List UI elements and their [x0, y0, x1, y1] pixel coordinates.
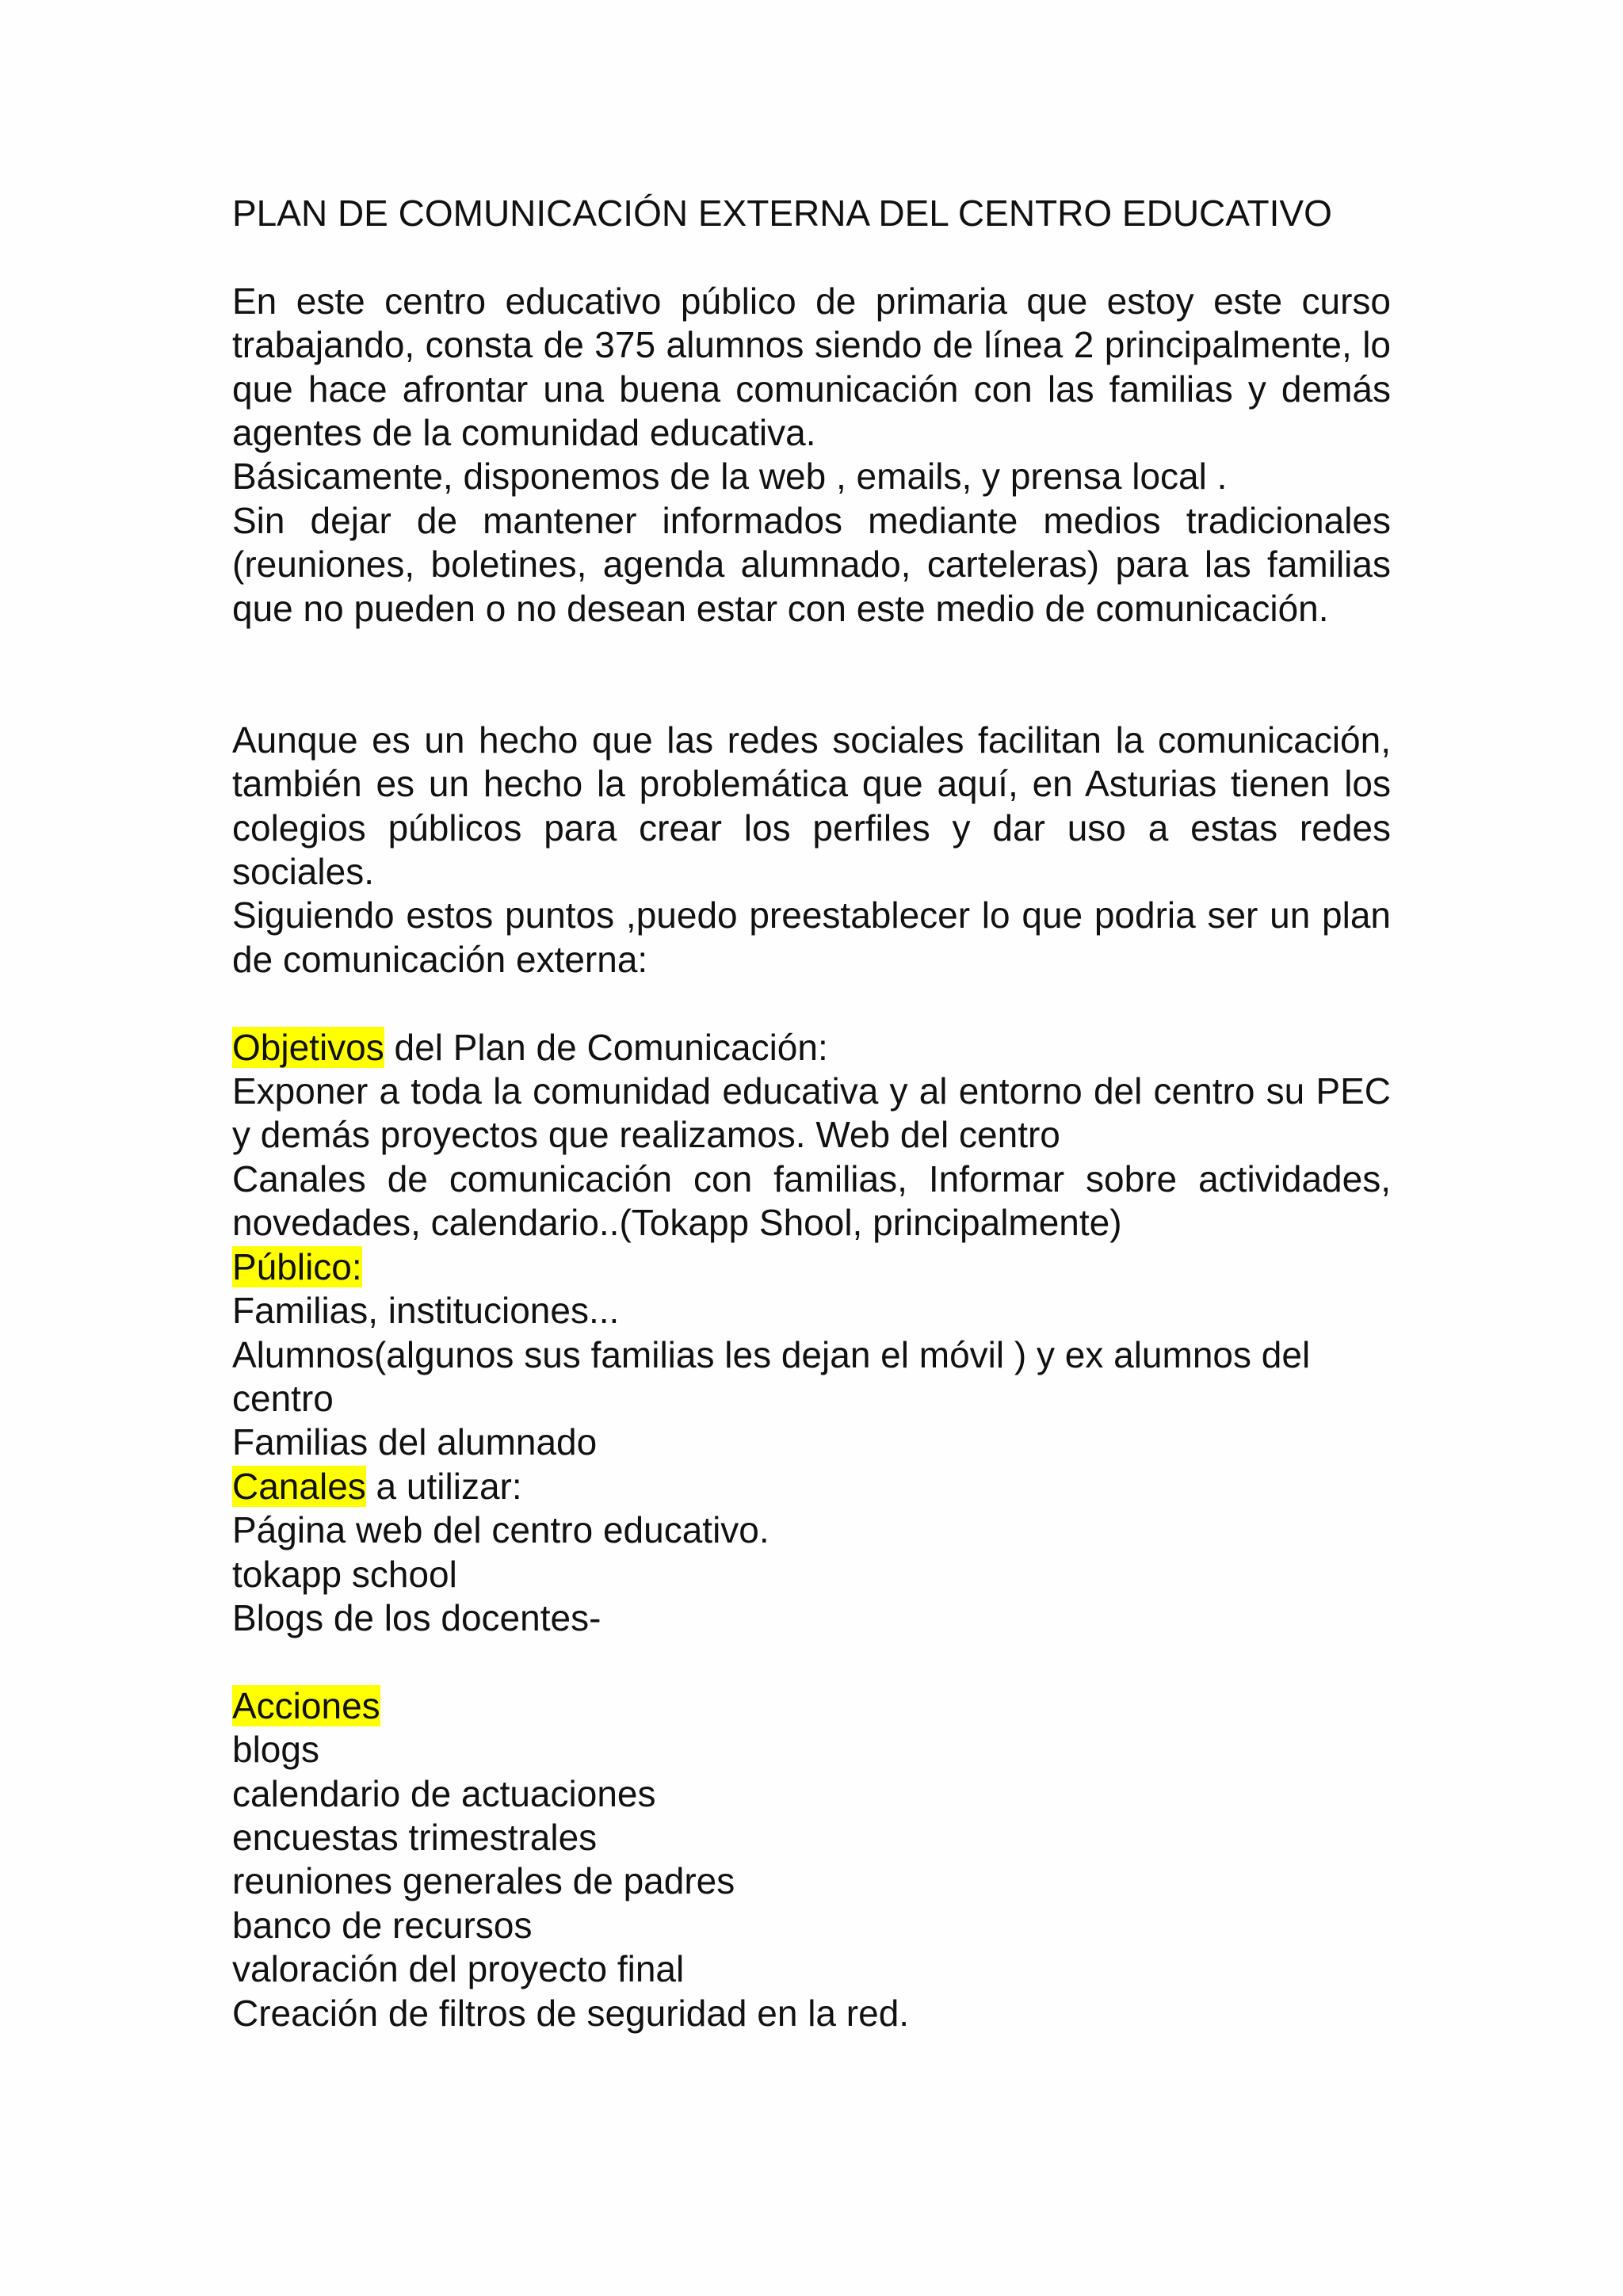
objetivos-label: Objetivos — [232, 1026, 384, 1068]
canales-heading — [232, 1465, 1391, 1508]
acciones-item: Creación de filtros de seguridad en la red. — [232, 1992, 910, 2034]
objetivos-paragraph-2: Canales de comunicación con familias, Informar sobre actividades, novedades, calendario..(Tokapp Shool, principalmente) — [232, 1158, 1391, 1244]
intro-paragraph-1: En este centro educativo público de primaria que estoy este curso trabajando, consta de 375 alumnos siendo de línea 2 principalmente, lo que hace afrontar una buena comunicación con las familias y demás agentes de la comunidad educativa. — [232, 280, 1391, 454]
spacer — [232, 631, 1391, 719]
objetivos-paragraph-1: Exponer a toda la comunidad educativa y al entorno del centro su PEC y demás proyectos que realizamos. Web del centro — [232, 1070, 1391, 1156]
intro-paragraph-2: Básicamente, disponemos de la web , emails, y prensa local . — [232, 456, 1228, 498]
acciones-item: reuniones generales de padres — [232, 1860, 735, 1902]
document-page — [232, 192, 1391, 2035]
acciones-item: calendario de actuaciones — [232, 1772, 656, 1814]
acciones-label: Acciones — [232, 1684, 380, 1726]
publico-item: Familias, instituciones... — [232, 1290, 620, 1332]
objetivos-heading — [232, 1026, 1391, 1070]
document-title: PLAN DE COMUNICACIÓN EXTERNA DEL CENTRO EDUCATIVO — [232, 193, 1332, 234]
canales-item: Página web del centro educativo. — [232, 1509, 769, 1551]
canales-item: tokapp school — [232, 1553, 457, 1595]
context-paragraph-1: Aunque es un hecho que las redes sociales facilitan la comunicación, también es un hecho la problemática que aquí, en Asturias tienen los colegios públicos para crear los perfiles y dar uso a estas redes sociales. — [232, 719, 1391, 893]
context-paragraph-2: Siguiendo estos puntos ,puedo preestablecer lo que podria ser un plan de comunicación externa: — [232, 894, 1391, 980]
acciones-item: banco de recursos — [232, 1904, 533, 1946]
acciones-item: encuestas trimestrales — [232, 1816, 598, 1858]
publico-heading — [232, 1245, 1391, 1289]
spacer — [232, 235, 1391, 279]
canales-label: Canales — [232, 1465, 366, 1507]
canales-item: Blogs de los docentes- — [232, 1596, 601, 1638]
publico-item: Alumnos(algunos sus familias les dejan el móvil ) y ex alumnos del centro — [232, 1333, 1311, 1419]
acciones-heading — [232, 1684, 1391, 1728]
acciones-item: valoración del proyecto final — [232, 1948, 685, 1990]
spacer — [232, 1640, 1391, 1684]
canales-heading-rest: a utilizar: — [365, 1465, 522, 1507]
publico-label: Público: — [232, 1245, 362, 1287]
spacer — [232, 982, 1391, 1025]
intro-paragraph-3: Sin dejar de mantener informados mediante medios tradicionales (reuniones, boletines, agenda alumnado, carteleras) para las familias que no pueden o no desean estar con este medio de comunicación. — [232, 499, 1391, 629]
acciones-item: blogs — [232, 1729, 319, 1771]
publico-item: Familias del alumnado — [232, 1421, 598, 1463]
objetivos-heading-rest: del Plan de Comunicación: — [384, 1026, 828, 1068]
